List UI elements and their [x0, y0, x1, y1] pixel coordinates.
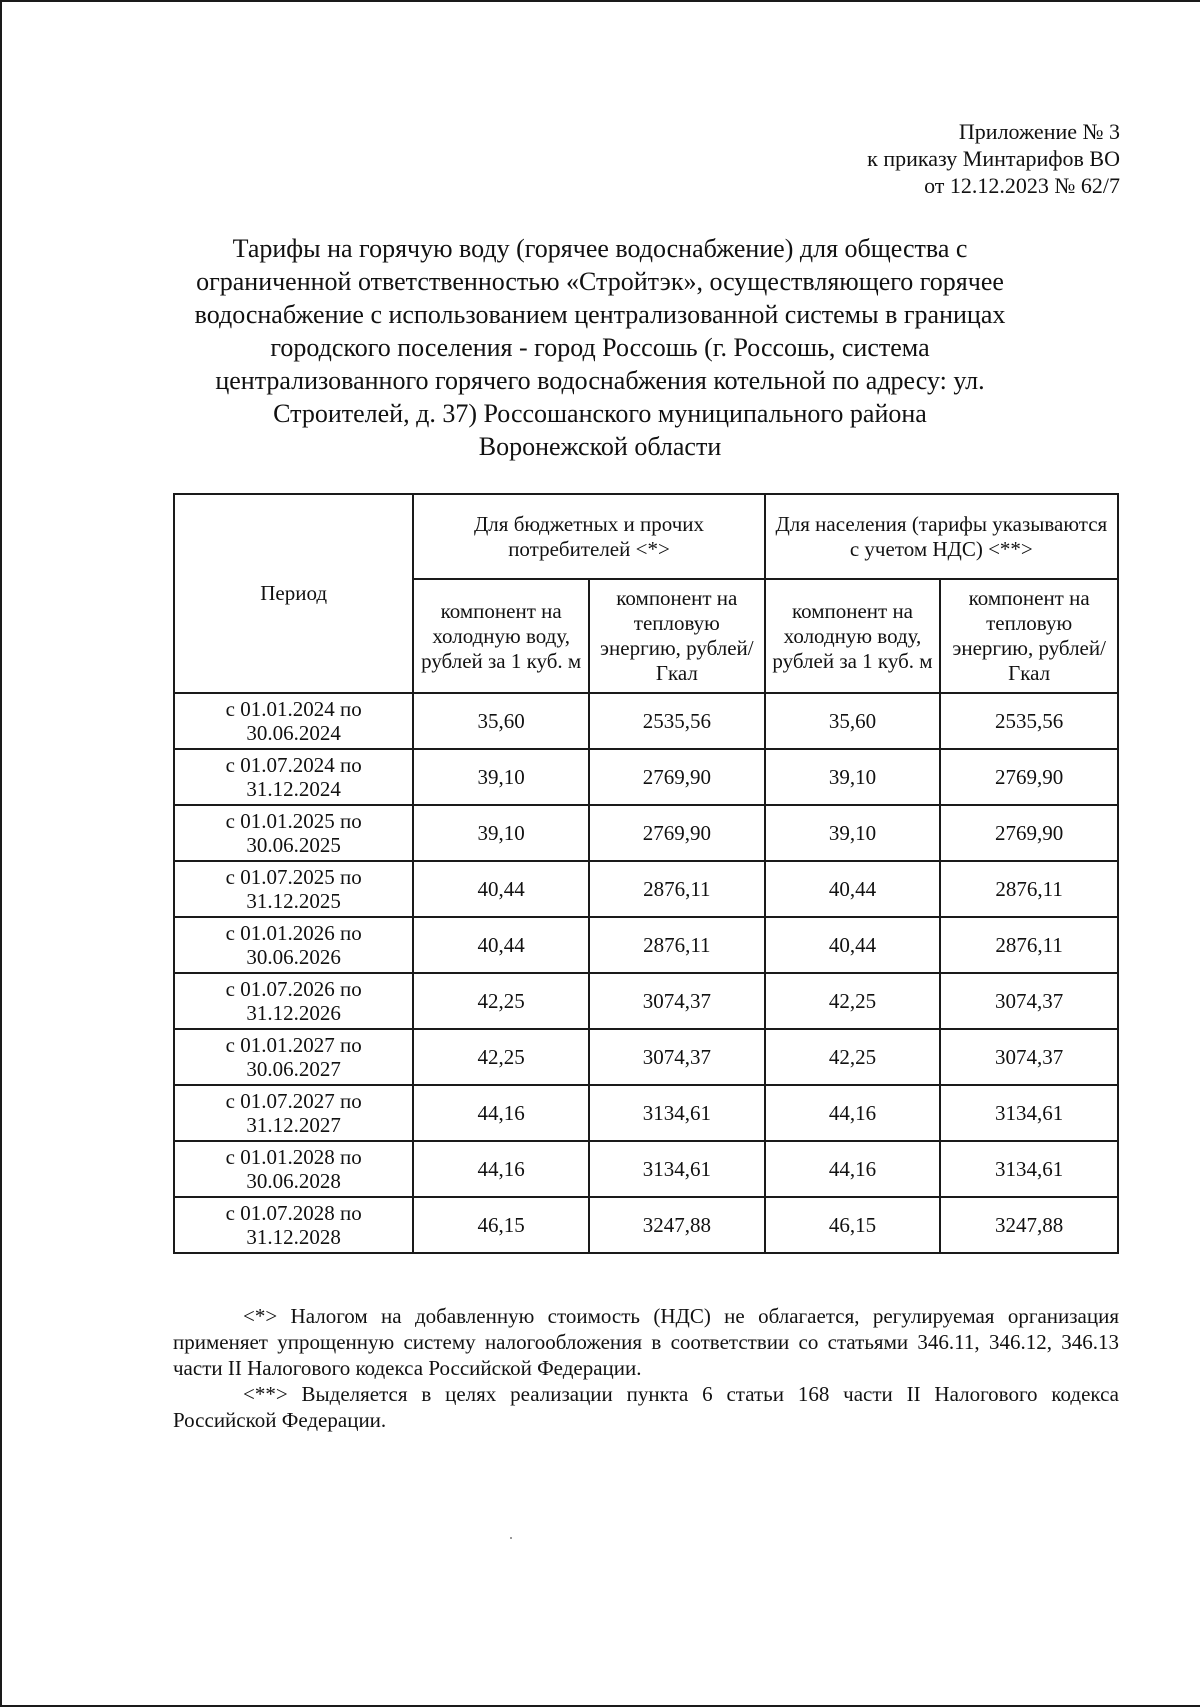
budget-heat-cell: 3074,37 [589, 973, 765, 1029]
population-cold-cell: 46,15 [765, 1197, 941, 1253]
period-cell: с 01.07.2026 по 31.12.2026 [174, 973, 413, 1029]
population-heat-header: компонент на тепловую энергию, рублей/Гкал [940, 579, 1118, 693]
period-cell: с 01.01.2027 по 30.06.2027 [174, 1029, 413, 1085]
table-row [174, 1141, 1118, 1197]
budget-heat-cell: 2769,90 [589, 749, 765, 805]
budget-heat-cell: 2876,11 [589, 917, 765, 973]
period-cell: с 01.01.2028 по 30.06.2028 [174, 1141, 413, 1197]
population-heat-cell: 3134,61 [940, 1141, 1118, 1197]
title-line: Воронежской области [478, 432, 722, 461]
table-row [174, 805, 1118, 861]
appendix-line-2: к приказу Минтарифов ВО [867, 146, 1120, 171]
scan-speck [510, 1537, 512, 1539]
budget-heat-cell: 3134,61 [589, 1141, 765, 1197]
table-row [174, 917, 1118, 973]
period-cell: с 01.07.2025 по 31.12.2025 [174, 861, 413, 917]
budget-heat-cell: 2876,11 [589, 861, 765, 917]
period-cell: с 01.07.2028 по 31.12.2028 [174, 1197, 413, 1253]
appendix-line-3: от 12.12.2023 № 62/7 [924, 173, 1120, 198]
budget-heat-cell: 3247,88 [589, 1197, 765, 1253]
document-title [150, 232, 1050, 463]
population-heat-cell: 2876,11 [940, 861, 1118, 917]
population-cold-cell: 44,16 [765, 1141, 941, 1197]
budget-cold-cell: 44,16 [413, 1141, 589, 1197]
table-row [174, 1085, 1118, 1141]
table-row [174, 1029, 1118, 1085]
population-heat-cell: 3247,88 [940, 1197, 1118, 1253]
table-row [174, 693, 1118, 749]
title-line: Строителей, д. 37) Россошанского муниципального района [273, 399, 927, 428]
title-line: централизованного горячего водоснабжения котельной по адресу: ул. [215, 366, 985, 395]
budget-cold-cell: 42,25 [413, 973, 589, 1029]
population-cold-cell: 39,10 [765, 749, 941, 805]
budget-cold-cell: 40,44 [413, 917, 589, 973]
appendix-header [867, 118, 1120, 199]
budget-heat-cell: 2769,90 [589, 805, 765, 861]
period-cell: с 01.07.2027 по 31.12.2027 [174, 1085, 413, 1141]
population-heat-cell: 2535,56 [940, 693, 1118, 749]
tariff-table [173, 493, 1119, 1254]
title-line: ограниченной ответственностью «Стройтэк», осуществляющего горячее [196, 267, 1004, 296]
population-heat-cell: 2876,11 [940, 917, 1118, 973]
budget-cold-cell: 35,60 [413, 693, 589, 749]
budget-cold-cell: 46,15 [413, 1197, 589, 1253]
period-header: Период [174, 494, 413, 693]
title-line: водоснабжение с использованием централизованной системы в границах [194, 300, 1006, 329]
budget-cold-cell: 39,10 [413, 805, 589, 861]
period-cell: с 01.01.2026 по 30.06.2026 [174, 917, 413, 973]
table-row [174, 749, 1118, 805]
period-cell: с 01.01.2024 по 30.06.2024 [174, 693, 413, 749]
population-cold-cell: 44,16 [765, 1085, 941, 1141]
population-heat-cell: 3074,37 [940, 973, 1118, 1029]
population-cold-cell: 42,25 [765, 1029, 941, 1085]
budget-cold-cell: 42,25 [413, 1029, 589, 1085]
budget-cold-cell: 39,10 [413, 749, 589, 805]
footnote-1: <*> Налогом на добавленную стоимость (НДС) не облагается, регулируемая организация применяет упрощенную систему налогообложения в соответствии со статьями 346.11, 346.12, 346.13 части II Налогового кодекса Российской Федерации. [173, 1304, 1119, 1380]
population-cold-cell: 35,60 [765, 693, 941, 749]
appendix-line-1: Приложение № 3 [958, 119, 1120, 144]
title-line: Тарифы на горячую воду (горячее водоснабжение) для общества с [232, 234, 968, 263]
budget-heat-header: компонент на тепловую энергию, рублей/Гкал [589, 579, 765, 693]
budget-cold-cell: 40,44 [413, 861, 589, 917]
budget-cold-header: компонент на холодную воду, рублей за 1 куб. м [413, 579, 589, 693]
population-cold-cell: 39,10 [765, 805, 941, 861]
footnote-2: <**> Выделяется в целях реализации пункта 6 статьи 168 части II Налогового кодекса Российской Федерации. [173, 1382, 1119, 1432]
population-cold-cell: 40,44 [765, 917, 941, 973]
population-cold-cell: 42,25 [765, 973, 941, 1029]
budget-cold-cell: 44,16 [413, 1085, 589, 1141]
population-heat-cell: 2769,90 [940, 805, 1118, 861]
group-budget-header: Для бюджетных и прочих потребителей <*> [413, 494, 764, 579]
population-cold-cell: 40,44 [765, 861, 941, 917]
table-row [174, 973, 1118, 1029]
group-population-header: Для населения (тарифы указываются с учетом НДС) <**> [765, 494, 1118, 579]
population-heat-cell: 3134,61 [940, 1085, 1118, 1141]
period-cell: с 01.01.2025 по 30.06.2025 [174, 805, 413, 861]
budget-heat-cell: 3134,61 [589, 1085, 765, 1141]
table-row [174, 1197, 1118, 1253]
period-cell: с 01.07.2024 по 31.12.2024 [174, 749, 413, 805]
budget-heat-cell: 3074,37 [589, 1029, 765, 1085]
population-heat-cell: 3074,37 [940, 1029, 1118, 1085]
budget-heat-cell: 2535,56 [589, 693, 765, 749]
title-line: городского поселения - город Россошь (г. Россошь, система [270, 333, 930, 362]
table-row [174, 861, 1118, 917]
population-heat-cell: 2769,90 [940, 749, 1118, 805]
footnotes [173, 1303, 1119, 1433]
population-cold-header: компонент на холодную воду, рублей за 1 куб. м [765, 579, 941, 693]
